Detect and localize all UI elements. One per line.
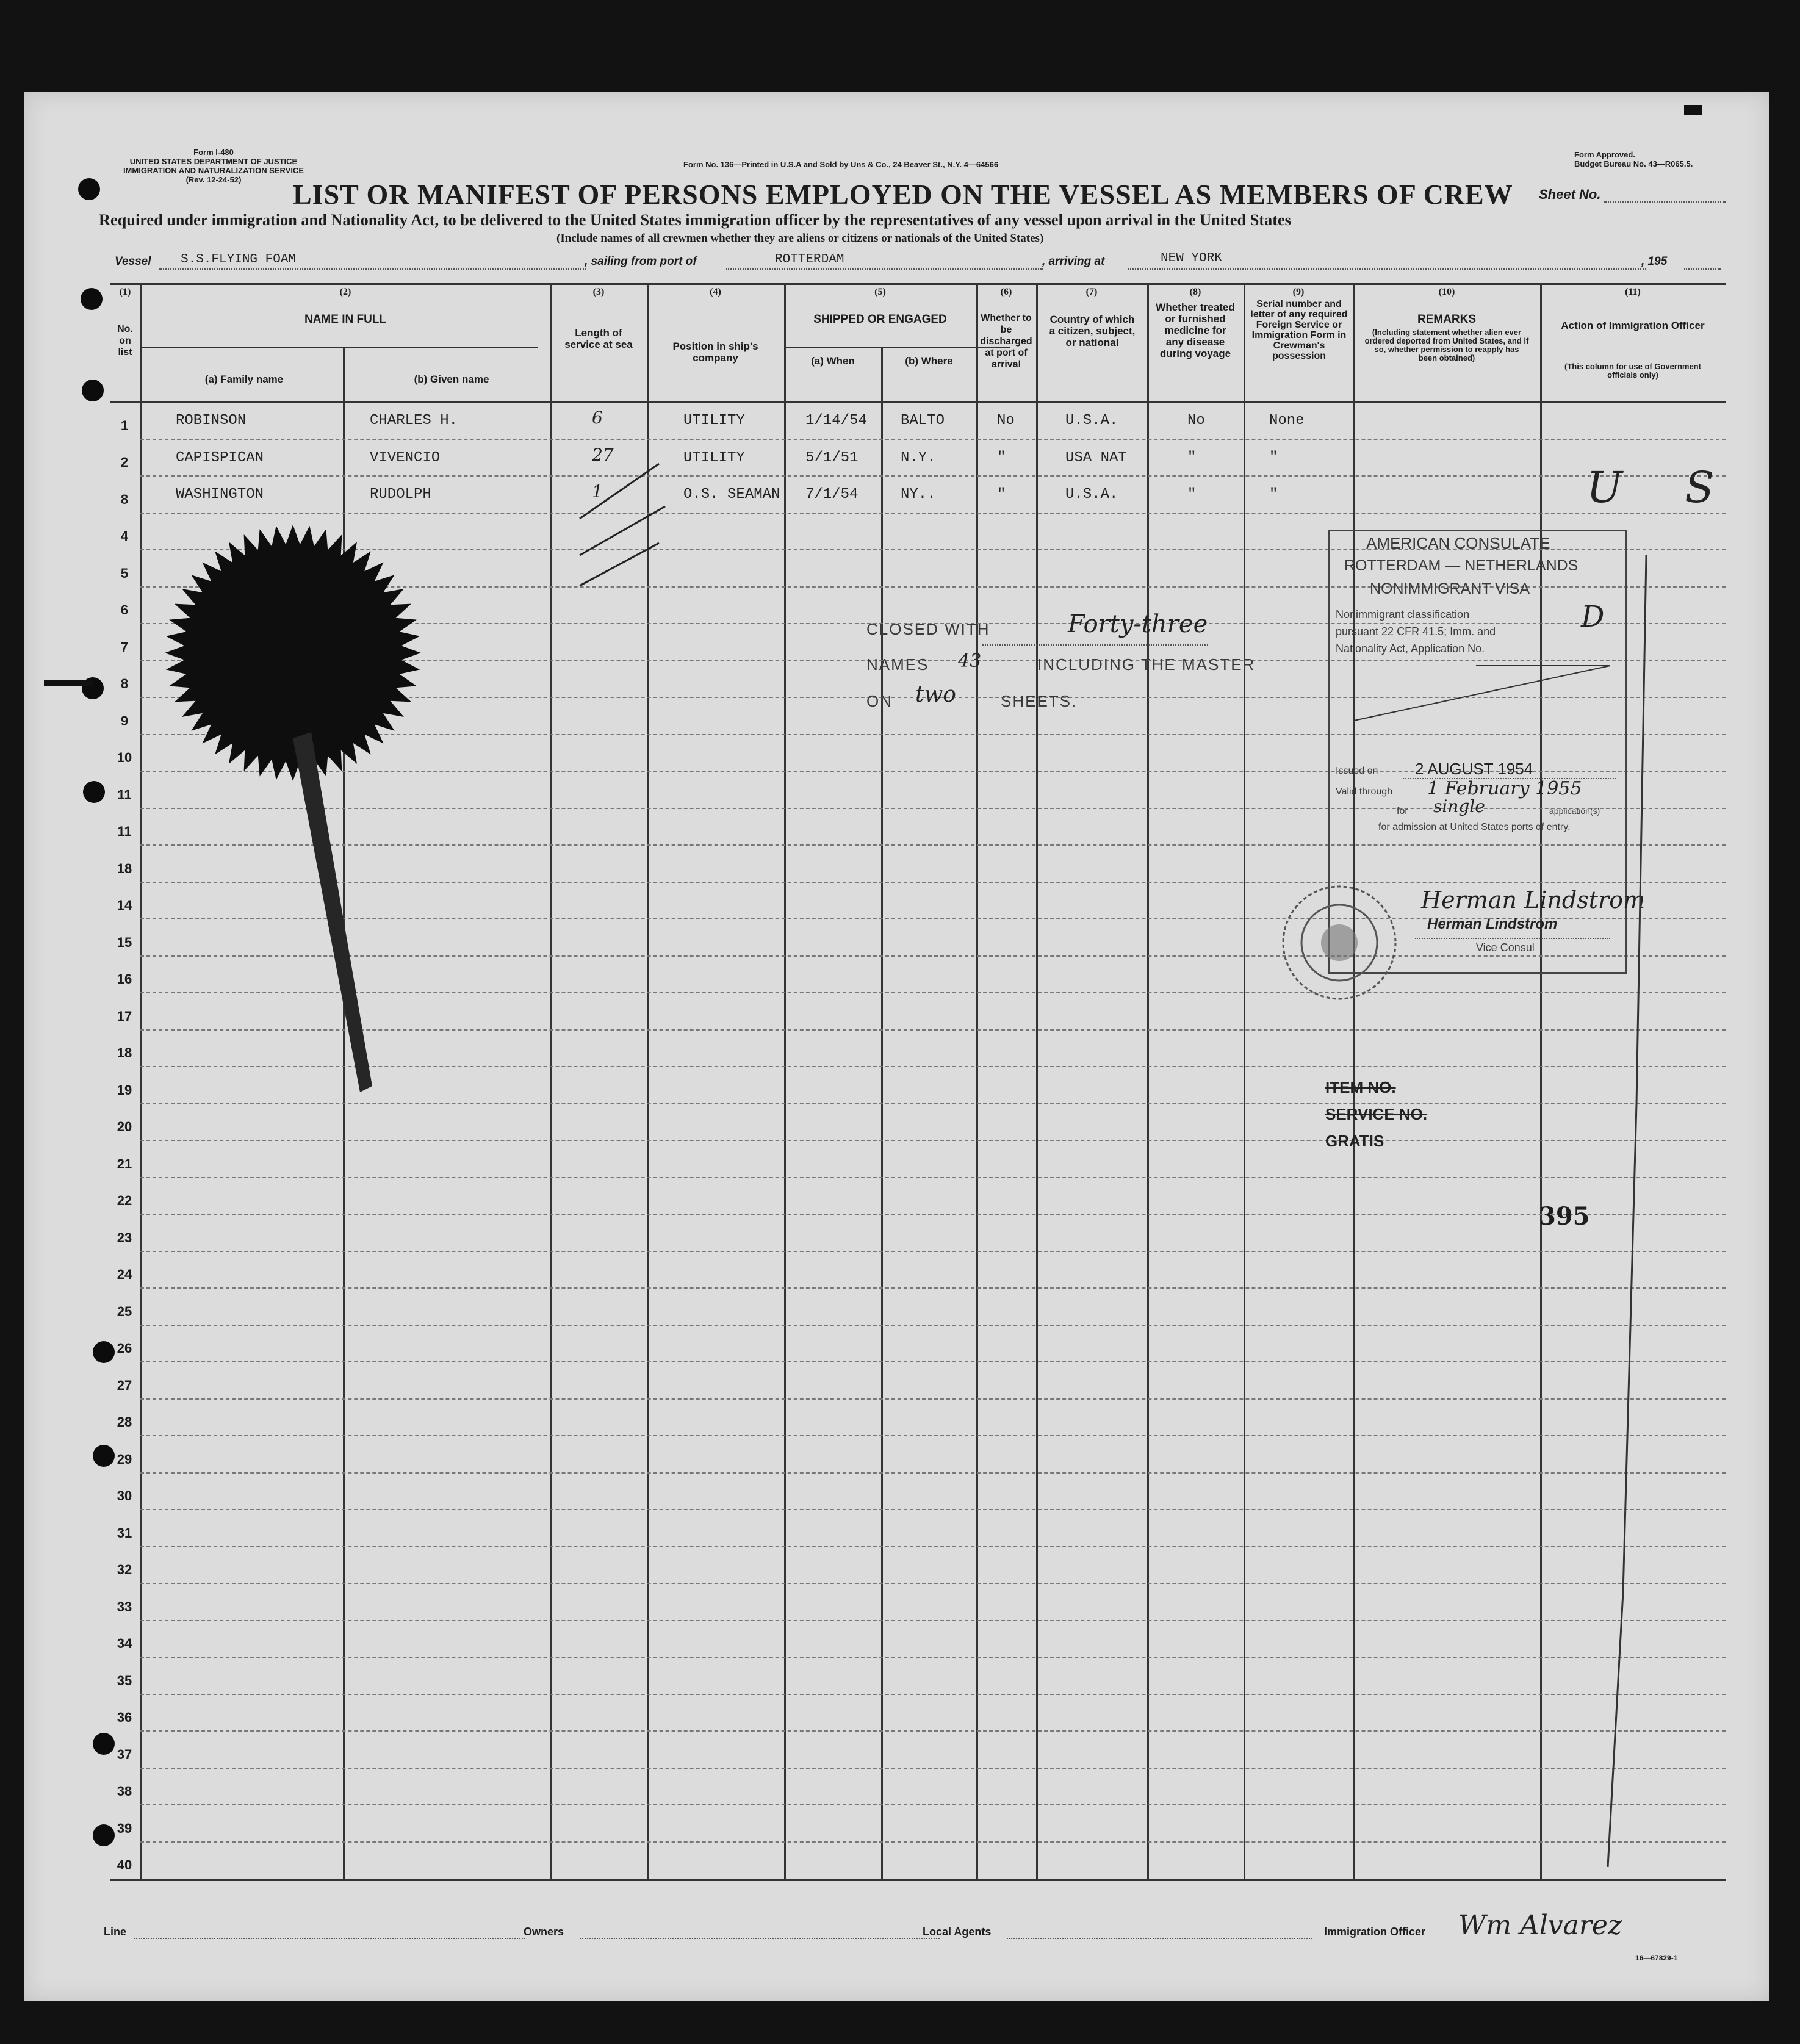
crew-where: N.Y. <box>901 449 936 466</box>
visa-valid-label: Valid through <box>1336 786 1393 797</box>
crew-where: NY.. <box>901 486 936 503</box>
crew-discharged: " <box>997 486 1006 503</box>
sailing-label: , sailing from port of <box>585 255 697 268</box>
row-number: 26 <box>117 1340 132 1356</box>
form-header-left: Form I-480 UNITED STATES DEPARTMENT OF JUSTICE IMMIGRATION AND NATURALIZATION SERVICE (Rev. 12-24-52) <box>123 148 304 184</box>
crew-serial: None <box>1269 412 1305 429</box>
row-number: 14 <box>117 898 132 913</box>
punch-hole <box>83 781 105 803</box>
punch-hole <box>78 178 100 200</box>
closing-names-count: 43 <box>958 650 982 672</box>
row-number: 5 <box>120 565 129 581</box>
row-number: 18 <box>117 860 132 876</box>
row-number: 33 <box>117 1599 132 1614</box>
header-country: Country of which a citizen, subject, or national <box>1049 314 1136 348</box>
row-line <box>140 439 1726 440</box>
col-3-number: (3) <box>592 287 605 297</box>
row-number: 40 <box>117 1857 132 1873</box>
crew-given: VIVENCIO <box>370 449 441 466</box>
crew-service: 1 <box>592 481 603 502</box>
row-number: 7 <box>120 639 129 655</box>
string-tie <box>44 680 93 686</box>
col-11-number: (11) <box>1625 287 1641 297</box>
crew-position: UTILITY <box>683 412 745 429</box>
closing-on-label: ON <box>866 692 893 710</box>
col-10-number: (10) <box>1438 287 1455 297</box>
row-number: 1 <box>120 417 129 433</box>
row-number: 6 <box>120 602 129 617</box>
action-note: (This column for use of Government officials only) <box>1564 362 1701 380</box>
row-number: 15 <box>117 934 132 950</box>
row-line <box>140 475 1726 477</box>
crew-position: UTILITY <box>683 449 745 466</box>
row-number: 29 <box>117 1451 132 1467</box>
row-number: 37 <box>117 1746 132 1762</box>
col-1-number: (1) <box>119 287 131 297</box>
consular-seal <box>1275 879 1403 1007</box>
departure-port: ROTTERDAM <box>775 253 844 267</box>
crew-when: 1/14/54 <box>805 412 867 429</box>
row-number: 20 <box>117 1119 132 1134</box>
remarks-note: (Including statement whether alien ever ordered deported from United States, and if so, whether permission to reapply has been obtained) <box>1364 328 1529 362</box>
row-number: 39 <box>117 1820 132 1836</box>
row-number: 24 <box>117 1267 132 1282</box>
wax-seal <box>140 500 445 1110</box>
closing-sheets-count: two <box>915 682 956 707</box>
row-number: 11 <box>117 786 132 802</box>
closing-including-master: INCLUDING THE MASTER <box>1037 655 1256 674</box>
sheet-number-label: Sheet No. <box>1539 187 1601 202</box>
col-4-number: (4) <box>710 287 721 297</box>
header-treated: Whether treated or furnished medicine for any disease during voyage <box>1156 301 1235 359</box>
header-action-of-immigration-officer: Action of Immigration Officer <box>1561 320 1705 331</box>
consul-signature: Herman Lindstrom <box>1421 887 1646 913</box>
header-when: (a) When <box>811 355 855 367</box>
header-serial-number: Serial number and letter of any required Foreign Service or Immigration Form in Crewman's possession <box>1250 299 1348 361</box>
visa-regulation: pursuant 22 CFR 41.5; Imm. and <box>1336 625 1496 638</box>
header-shipped-or-engaged: SHIPPED OR ENGAGED <box>813 313 947 326</box>
closing-line-1: CLOSED WITH <box>866 620 990 638</box>
row-number: 38 <box>117 1783 132 1799</box>
row-number: 31 <box>117 1525 132 1541</box>
crew-service: 27 <box>592 444 614 465</box>
closing-names-label: NAMES <box>866 655 929 674</box>
header-discharged: Whether to be discharged at port of arrival <box>980 313 1032 370</box>
visa-issued-label: Issued on <box>1336 766 1378 776</box>
crew-discharged: " <box>997 449 1006 466</box>
row-number: 9 <box>120 713 129 729</box>
crew-position: O.S. SEAMAN <box>683 486 780 503</box>
col-7-number: (7) <box>1085 287 1098 297</box>
header-position: Position in ship's company <box>672 340 758 364</box>
row-number: 17 <box>117 1008 132 1024</box>
crew-treated: " <box>1187 486 1197 503</box>
row-number: 18 <box>117 1045 132 1060</box>
col-2-number: (2) <box>339 287 351 297</box>
footer-immigration-officer-label: Immigration Officer <box>1324 1926 1426 1938</box>
header-given-name: (b) Given name <box>414 373 489 385</box>
ink-mark <box>1684 105 1702 115</box>
header-remarks: REMARKS <box>1417 313 1477 326</box>
crew-given: CHARLES H. <box>370 412 458 429</box>
consul-name: Herman Lindstrom <box>1427 916 1558 932</box>
crew-serial: " <box>1269 486 1278 503</box>
crew-service: 6 <box>592 408 603 428</box>
document-title: LIST OR MANIFEST OF PERSONS EMPLOYED ON THE VESSEL AS MEMBERS OF CREW <box>293 179 1513 210</box>
form-header-right: Form Approved. Budget Bureau No. 43—R065.5. <box>1574 150 1693 168</box>
header-where: (b) Where <box>905 355 953 367</box>
document-subnote: (Include names of all crewmen whether they are aliens or citizens or nationals of the United States) <box>556 232 1044 245</box>
row-number: 25 <box>117 1303 132 1319</box>
header-length-of-service: Length of service at sea <box>564 327 633 350</box>
visa-entries: single <box>1433 796 1485 816</box>
arriving-label: , arriving at <box>1042 255 1105 268</box>
crew-when: 5/1/51 <box>805 449 859 466</box>
row-number: 2 <box>120 455 129 470</box>
row-number: 27 <box>117 1377 132 1393</box>
crew-family: WASHINGTON <box>176 486 264 503</box>
visa-valid-through: 1 February 1955 <box>1427 778 1582 799</box>
crew-country: U.S.A. <box>1065 486 1118 503</box>
col-5-number: (5) <box>874 287 886 297</box>
row-number: 4 <box>120 528 129 544</box>
crew-discharged: No <box>997 412 1015 429</box>
crew-family: ROBINSON <box>176 412 247 429</box>
consul-title: Vice Consul <box>1476 941 1535 954</box>
row-number: 10 <box>117 750 132 765</box>
form-header-center: Form No. 136—Printed in U.S.A and Sold by Uns & Co., 24 Beaver St., N.Y. 4—64566 <box>683 160 999 169</box>
crew-given: RUDOLPH <box>370 486 431 503</box>
row-number: 28 <box>117 1414 132 1430</box>
crew-country: U.S.A. <box>1065 412 1118 429</box>
row-number: 19 <box>117 1082 132 1098</box>
vessel-label: Vessel <box>115 255 151 268</box>
immigration-officer-signature: Wm Alvarez <box>1458 1910 1622 1941</box>
row-number: 22 <box>117 1193 132 1208</box>
pencil-stroke <box>1477 555 1660 1898</box>
manifest-page <box>24 92 1769 2001</box>
row-number: 34 <box>117 1636 132 1651</box>
row-number: 21 <box>117 1156 132 1171</box>
visa-for-label: for <box>1397 806 1408 816</box>
fee-stamp: ITEM NO. SERVICE NO. GRATIS <box>1325 1078 1428 1150</box>
visa-application-label: Nationality Act, Application No. <box>1336 642 1485 655</box>
closing-sheets-label: SHEETS. <box>1001 692 1078 710</box>
header-no-on-list: No. on list <box>117 324 133 358</box>
crew-where: BALTO <box>901 412 945 429</box>
col-6-number: (6) <box>1000 287 1012 297</box>
row-number: 30 <box>117 1488 132 1503</box>
row-number: 8 <box>120 676 129 691</box>
closing-count-written: Forty-three <box>1068 610 1208 638</box>
visa-classification-label: Nonimmigrant classification <box>1336 608 1470 621</box>
number-395: 395 <box>1539 1202 1590 1231</box>
document-subtitle: Required under immigration and Nationality Act, to be delivered to the United States immigration officer by the representatives of any vessel upon arrival in the United States <box>99 211 1291 229</box>
visa-city: ROTTERDAM — NETHERLANDS <box>1344 557 1579 574</box>
visa-admission: for admission at United States ports of entry. <box>1378 822 1571 832</box>
visa-classification: D <box>1581 600 1605 634</box>
header-name-in-full: NAME IN FULL <box>304 313 387 326</box>
arrival-port: NEW YORK <box>1161 251 1222 265</box>
visa-type: NONIMMIGRANT VISA <box>1370 580 1530 597</box>
row-number: 11 <box>117 824 132 839</box>
row-number: 23 <box>117 1229 132 1245</box>
footer-local-agents-label: Local Agents <box>923 1926 992 1938</box>
immigration-action-mark: U S <box>1586 462 1739 513</box>
crew-when: 7/1/54 <box>805 486 859 503</box>
visa-consulate: AMERICAN CONSULATE <box>1366 534 1550 552</box>
row-number: 35 <box>117 1672 132 1688</box>
visa-issued-date: 2 AUGUST 1954 <box>1415 760 1533 778</box>
crew-treated: " <box>1187 449 1197 466</box>
punch-hole <box>82 380 104 401</box>
crew-serial: " <box>1269 449 1278 466</box>
year-label: , 195 <box>1641 255 1668 268</box>
row-number: 32 <box>117 1562 132 1577</box>
footer-line-label: Line <box>104 1926 127 1938</box>
crew-country: USA NAT <box>1065 449 1127 466</box>
row-number: 8 <box>120 491 129 507</box>
footer-owners-label: Owners <box>524 1926 564 1938</box>
row-number: 36 <box>117 1710 132 1725</box>
col-9-number: (9) <box>1292 287 1305 297</box>
vessel-name: S.S.FLYING FOAM <box>181 253 297 267</box>
col-8-number: (8) <box>1189 287 1201 297</box>
crew-family: CAPISPICAN <box>176 449 264 466</box>
crew-treated: No <box>1187 412 1205 429</box>
sheet-number-field[interactable] <box>1604 201 1726 203</box>
form-code: 16—67829-1 <box>1635 1954 1678 1962</box>
punch-hole <box>81 288 103 310</box>
visa-applications: application(s) <box>1549 806 1600 816</box>
row-number: 16 <box>117 971 132 987</box>
header-family-name: (a) Family name <box>204 373 284 385</box>
service-slash-marks <box>574 458 683 598</box>
